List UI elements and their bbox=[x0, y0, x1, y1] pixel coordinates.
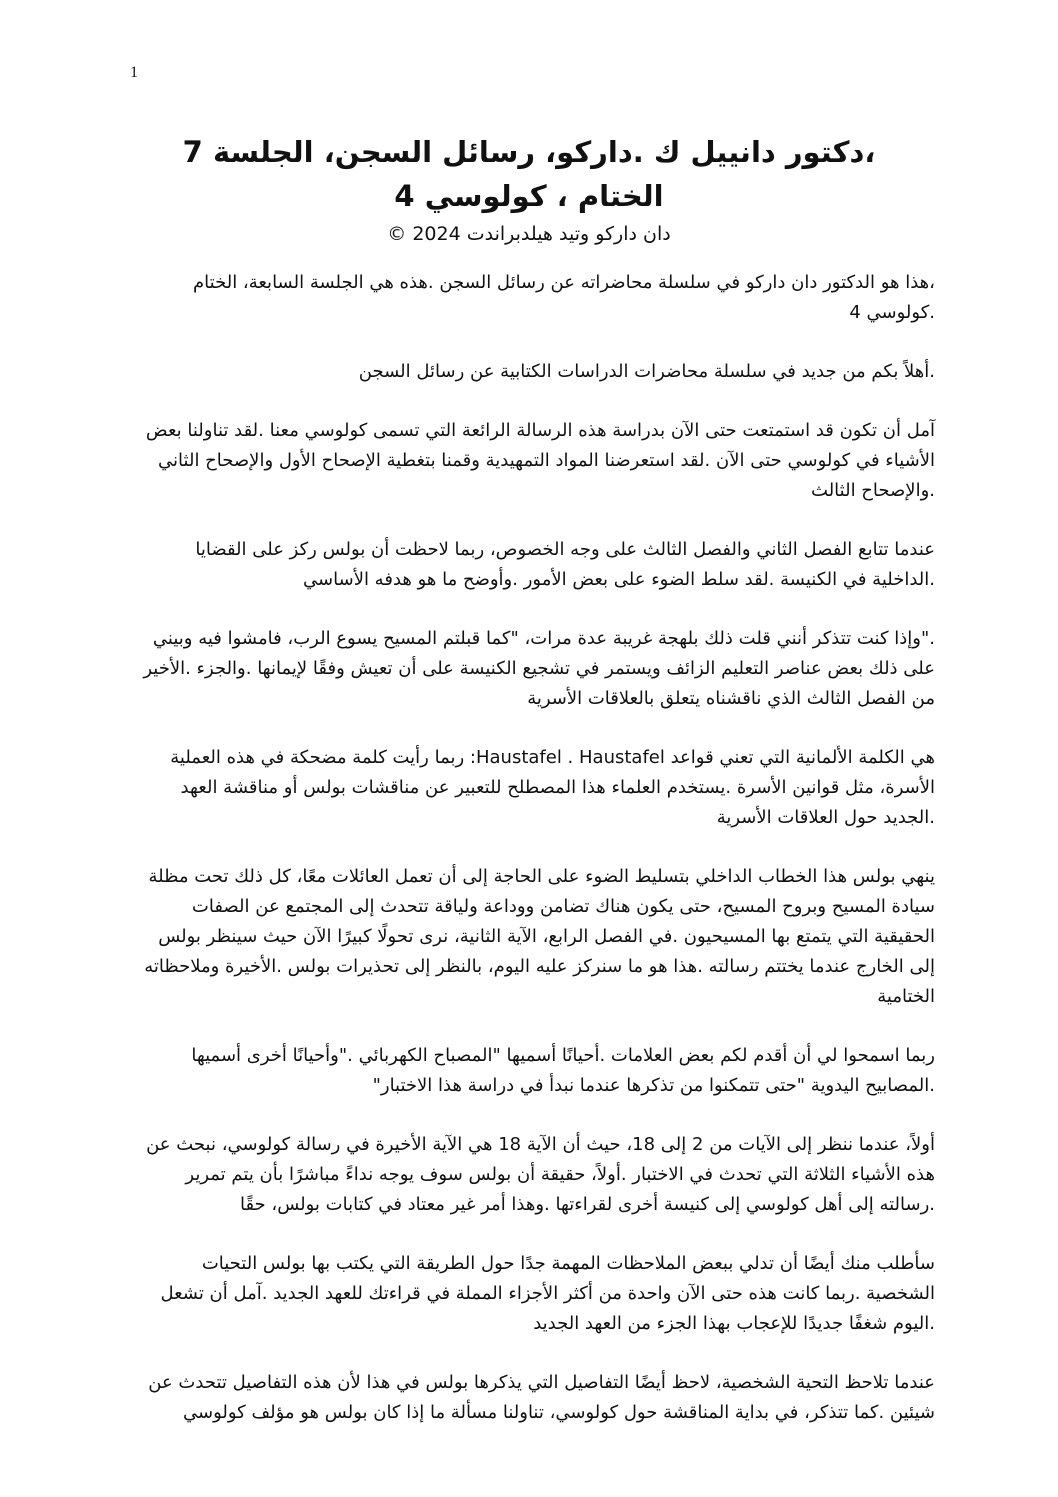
document-body bbox=[140, 268, 935, 1457]
title-block bbox=[140, 130, 918, 248]
paragraph: آمل أن تكون قد استمتعت حتى الآن بدراسة هذه الرسالة الرائعة التي تسمى كولوسي معنا .لقد تناولنا بعض الأشياء في كولوسي حتى الآن .لقد استعرضنا المواد التمهيدية وقمنا بتغطية الإصحاح الأول والإصحاح الثاني .والإصحاح الثالث bbox=[145, 420, 935, 501]
title-line-1: ،دكتور دانييل ك .داركو، رسائل السجن، الجلسة 7 bbox=[182, 135, 876, 169]
paragraph: ."وإذا كنت تتذكر أنني قلت ذلك بلهجة غريبة عدة مرات، "كما قبلتم المسيح يسوع الرب، فامشوا فيه وبيني على ذلك بعض عناصر التعليم الزائف ويستمر في تشجيع الكنيسة على أن تعيش وفقًا لإيمانها .والجزء .الأخير من الفصل الثالث الذي ناقشناه يتعلق بالعلاقات الأسرية bbox=[143, 628, 935, 709]
paragraph: أولاً، عندما ننظر إلى الآيات من 2 إلى 18، حيث أن الآية 18 هي الآية الأخيرة في رسالة كولوسي، نبحث عن هذه الأشياء الثلاثة التي تحدث في الاختبار .أولاً، حقيقة أن بولس سوف يوجه نداءً مباشرًا بأن يتم تمرير .رسالته إلى أهل كولوسي إلى كنيسة أخرى لقراءتها .وهذا أمر غير معتاد في كتابات بولس، حقًا bbox=[146, 1134, 935, 1215]
paragraph: هي الكلمة الألمانية التي تعني قواعد Haustafel . Haustafel: ربما رأيت كلمة مضحكة في هذه العملية الأسرة، مثل قوانين الأسرة .يستخدم العلماء هذا المصطلح للتعبير عن مناقشات بولس أو مناقشة العهد .الجديد حول العلاقات الأسرية bbox=[170, 747, 935, 828]
paragraph: سأطلب منك أيضًا أن تدلي ببعض الملاحظات المهمة جدًا حول الطريقة التي يكتب بها بولس التحيات الشخصية .ربما كانت هذه حتى الآن واحدة من أكثر الأجزاء المملة في قراءتك للعهد الجديد .آمل أن تشعل .اليوم شغفًا جديدًا للإعجاب بهذا الجزء من العهد الجديد bbox=[160, 1253, 935, 1334]
paragraph: ربما اسمحوا لي أن أقدم لكم بعض العلامات .أحيانًا أسميها "المصباح الكهربائي ."وأحيانًا أخرى أسميها .المصابيح اليدوية "حتى تتمكنوا من تذكرها عندما نبدأ في دراسة هذا الاختبار" bbox=[191, 1045, 935, 1096]
document-title bbox=[140, 130, 918, 218]
page-number: 1 bbox=[130, 64, 138, 81]
copyright-line: دان داركو وتيد هيلدبراندت 2024 © bbox=[387, 223, 671, 245]
title-line-2: الختام ، كولوسي 4 bbox=[394, 179, 664, 213]
paragraph: عندما تتابع الفصل الثاني والفصل الثالث على وجه الخصوص، ربما لاحظت أن بولس ركز على القضايا .الداخلية في الكنيسة .لقد سلط الضوء على بعض الأمور .وأوضح ما هو هدفه الأساسي bbox=[195, 539, 935, 590]
paragraph: عندما تلاحظ التحية الشخصية، لاحظ أيضًا التفاصيل التي يذكرها بولس في هذا لأن هذه التفاصيل تتحدث عن شيئين .كما تتذكر، في بداية المناقشة حول كولوسي، تناولنا مسألة ما إذا كان بولس هو مؤلف كولوسي bbox=[148, 1372, 935, 1423]
paragraph: ،هذا هو الدكتور دان داركو في سلسلة محاضراته عن رسائل السجن .هذه هي الجلسة السابعة، الختام .كولوسي 4 bbox=[193, 272, 935, 323]
paragraph: .أهلاً بكم من جديد في سلسلة محاضرات الدراسات الكتابية عن رسائل السجن bbox=[358, 361, 935, 382]
paragraph: ينهي بولس هذا الخطاب الداخلي بتسليط الضوء على الحاجة إلى أن تعمل العائلات معًا، كل ذلك تحت مظلة سيادة المسيح وبروح المسيح، حتى يكون هناك تضامن ووداعة ولياقة تتحدث إلى المجتمع عن الصفات الحقيقية التي يتمتع بها المسيحيون .في الفصل الرابع، الآية الثانية، نرى تحولًا كبيرًا الآن حيث سينظر بولس إلى الخارج عندما يختتم رسالته .هذا هو ما سنركز عليه اليوم، بالنظر إلى تحذيرات بولس .الأخيرة وملاحظاته الختامية bbox=[144, 866, 935, 1007]
